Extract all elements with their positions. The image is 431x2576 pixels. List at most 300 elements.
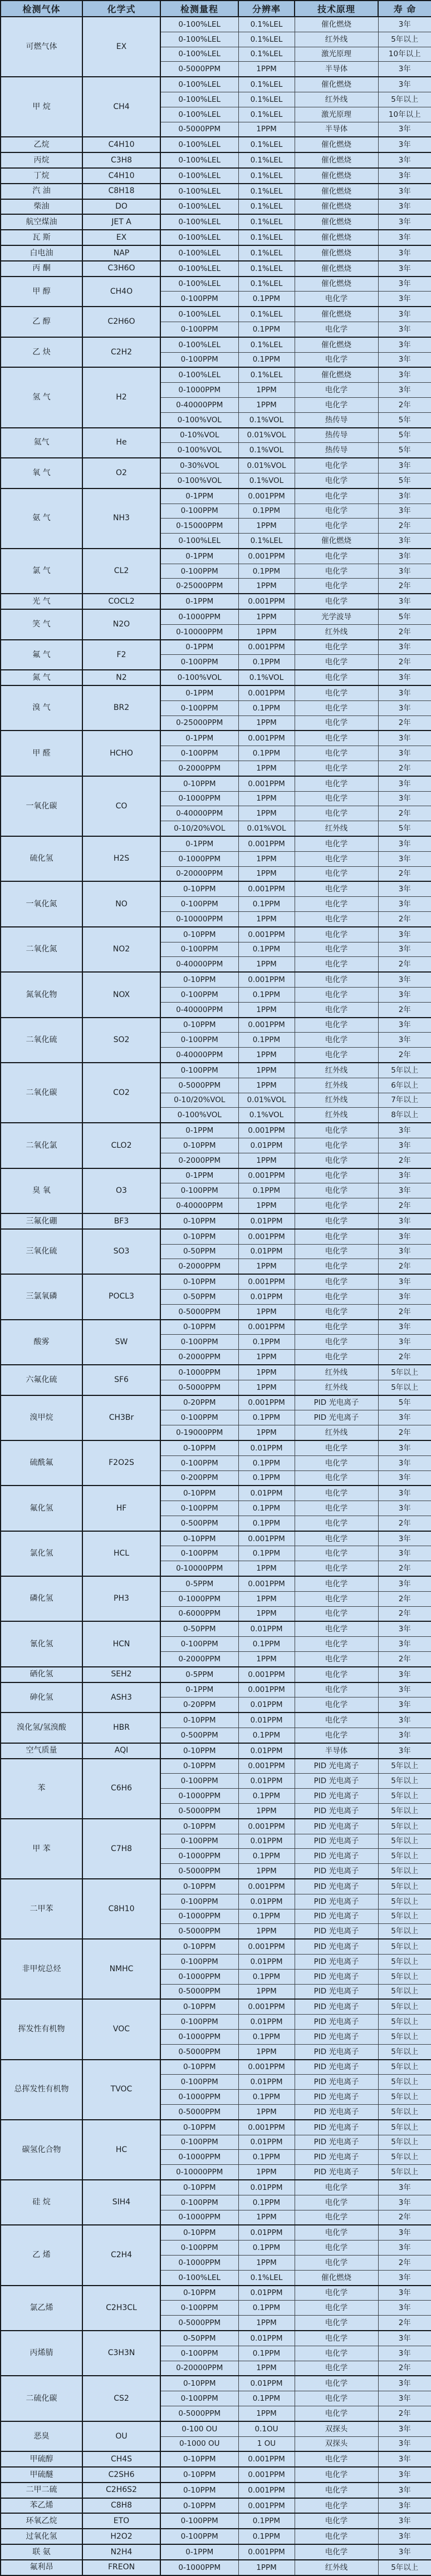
resolution-cell: 0.001PPM <box>238 1274 295 1289</box>
table-row <box>1 1621 431 1636</box>
resolution-cell: 0.01PPM <box>238 1621 295 1636</box>
lifespan-cell: 2年 <box>378 1652 431 1667</box>
range-cell: 0-100%LEL <box>160 214 238 230</box>
chemical-formula-cell: C2SH6 <box>82 2467 160 2483</box>
resolution-cell: 1PPM <box>238 1652 295 1667</box>
range-cell: 0-1000PPM <box>160 1969 238 1984</box>
resolution-cell: 0.1PPM <box>238 1849 295 1864</box>
principle-cell: 电化学 <box>295 2361 378 2376</box>
resolution-cell: 0.1%LEL <box>238 367 295 382</box>
lifespan-cell: 3年 <box>378 1667 431 1682</box>
range-cell: 0-100PPM <box>160 1335 238 1350</box>
resolution-cell: 1PPM <box>238 806 295 821</box>
chemical-formula-cell: C8H10 <box>82 1879 160 1939</box>
range-cell: 0-20PPM <box>160 1697 238 1713</box>
lifespan-cell: 2年 <box>378 1259 431 1274</box>
range-cell: 0-5000PPM <box>160 1380 238 1395</box>
gas-name-cell: 二甲二硫 <box>1 2483 82 2498</box>
principle-cell: PID 光电离子 <box>295 1759 378 1774</box>
lifespan-cell: 3年 <box>378 2331 431 2346</box>
resolution-cell: 0.1%LEL <box>238 77 295 92</box>
chemical-formula-cell: C8H8 <box>82 2498 160 2514</box>
principle-cell: 电化学 <box>295 746 378 761</box>
resolution-cell: 1PPM <box>238 1078 295 1093</box>
lifespan-cell: 3年 <box>378 988 431 1003</box>
gas-name-cell: 酸雾 <box>1 1320 82 1365</box>
principle-cell: PID 光电离子 <box>295 1909 378 1924</box>
resolution-cell: 1PPM <box>238 1198 295 1213</box>
lifespan-cell: 2年 <box>378 1591 431 1606</box>
gas-name-cell: 挥发性有机物 <box>1 1999 82 2059</box>
resolution-cell: 0.001PPM <box>238 1395 295 1410</box>
chemical-formula-cell: ASH3 <box>82 1682 160 1713</box>
chemical-formula-cell: VOC <box>82 1999 160 2059</box>
principle-cell: 电化学 <box>295 1531 378 1546</box>
chemical-formula-cell: H2O2 <box>82 2529 160 2544</box>
resolution-cell: 0.01PPM <box>238 2376 295 2391</box>
lifespan-cell: 3年 <box>378 1018 431 1033</box>
chemical-formula-cell: C3H6O <box>82 261 160 277</box>
range-cell: 0-200PPM <box>160 1470 238 1486</box>
principle-cell: 半导体 <box>295 122 378 137</box>
resolution-cell: 0.1PPM <box>238 292 295 307</box>
lifespan-cell: 3年 <box>378 972 431 987</box>
range-cell: 0-100PPM <box>160 504 238 519</box>
chemical-formula-cell: N2H4 <box>82 2544 160 2560</box>
chemical-formula-cell: C2H6O <box>82 307 160 337</box>
gas-name-cell: 氯化氢 <box>1 1531 82 1576</box>
resolution-cell: 1PPM <box>238 1606 295 1621</box>
range-cell: 0-100PPM <box>160 2301 238 2316</box>
resolution-cell: 0.1PPM <box>238 1909 295 1924</box>
lifespan-cell: 3年 <box>378 77 431 92</box>
table-row <box>1 881 431 896</box>
table-row <box>1 214 431 230</box>
chemical-formula-cell: CH4O <box>82 277 160 307</box>
resolution-cell: 0.1%LEL <box>238 47 295 62</box>
resolution-cell: 0.1PPM <box>238 1455 295 1470</box>
lifespan-cell: 3年 <box>378 594 431 609</box>
principle-cell: 光学波导 <box>295 609 378 624</box>
range-cell: 0-1000PPM <box>160 1789 238 1804</box>
principle-cell: 激光原理 <box>295 107 378 122</box>
lifespan-cell: 3年 <box>378 2195 431 2210</box>
resolution-cell: 1PPM <box>238 2044 295 2059</box>
principle-cell: 双探头 <box>295 2421 378 2436</box>
chemical-formula-cell: N2 <box>82 670 160 685</box>
chemical-formula-cell: CLO2 <box>82 1123 160 1168</box>
resolution-cell: 0.01PPM <box>238 2180 295 2195</box>
resolution-cell: 0.1%LEL <box>238 307 295 322</box>
resolution-cell: 1PPM <box>238 519 295 534</box>
range-cell: 0-100PPM <box>160 2195 238 2210</box>
resolution-cell: 1PPM <box>238 1591 295 1606</box>
table-row <box>1 2560 431 2575</box>
table-row <box>1 1395 431 1410</box>
range-cell: 0-100%LEL <box>160 152 238 168</box>
table-row <box>1 230 431 245</box>
lifespan-cell: 7年以上 <box>378 1093 431 1108</box>
range-cell: 0-100%VOL <box>160 670 238 685</box>
table-row <box>1 1213 431 1229</box>
resolution-cell: 0.01%VOL <box>238 1093 295 1108</box>
resolution-cell: 0.1PPM <box>238 352 295 367</box>
gas-name-cell: 氯乙烯 <box>1 2286 82 2331</box>
lifespan-cell: 3年 <box>378 458 431 473</box>
gas-name-cell: 三氧化硫 <box>1 1229 82 1274</box>
chemical-formula-cell: SIH4 <box>82 2180 160 2225</box>
table-row <box>1 488 431 504</box>
lifespan-cell: 3年 <box>378 534 431 549</box>
principle-cell: PID 光电离子 <box>295 1395 378 1410</box>
principle-cell: 电化学 <box>295 292 378 307</box>
resolution-cell: 1PPM <box>238 715 295 731</box>
lifespan-cell: 3年 <box>378 1486 431 1501</box>
lifespan-cell: 3年 <box>378 851 431 866</box>
lifespan-cell: 5年以上 <box>378 1984 431 1999</box>
gas-name-cell: 氨 气 <box>1 488 82 549</box>
gas-name-cell: 过氧化氢 <box>1 2529 82 2544</box>
principle-cell: 红外线 <box>295 1380 378 1395</box>
principle-cell: 催化燃烧 <box>295 307 378 322</box>
chemical-formula-cell: C3H8 <box>82 152 160 168</box>
principle-cell: 电化学 <box>295 1713 378 1728</box>
principle-cell: PID 光电离子 <box>295 1804 378 1819</box>
range-cell: 0-100PPM <box>160 2075 238 2090</box>
resolution-cell: 1PPM <box>238 1804 295 1819</box>
range-cell: 0-2000PPM <box>160 1153 238 1168</box>
lifespan-cell: 3年 <box>378 685 431 700</box>
principle-cell: 电化学 <box>295 881 378 896</box>
range-cell: 0-10PPM <box>160 1939 238 1954</box>
resolution-cell: 1PPM <box>238 851 295 866</box>
lifespan-cell: 3年 <box>378 17 431 32</box>
chemical-formula-cell: C2H3CL <box>82 2286 160 2331</box>
principle-cell: 热传导 <box>295 412 378 427</box>
resolution-cell: 0.001PPM <box>238 2483 295 2498</box>
resolution-cell: 0.001PPM <box>238 640 295 655</box>
lifespan-cell: 3年 <box>378 2376 431 2391</box>
principle-cell: 电化学 <box>295 942 378 957</box>
lifespan-cell: 2年 <box>378 1425 431 1440</box>
resolution-cell: 1PPM <box>238 1425 295 1440</box>
lifespan-cell: 3年 <box>378 942 431 957</box>
resolution-cell: 0.1PPM <box>238 2529 295 2544</box>
table-row <box>1 670 431 685</box>
lifespan-cell: 3年 <box>378 2498 431 2514</box>
principle-cell: 催化燃烧 <box>295 245 378 261</box>
table-row <box>1 1576 431 1591</box>
table-row <box>1 2376 431 2391</box>
range-cell: 0-20000PPM <box>160 2361 238 2376</box>
resolution-cell: 1PPM <box>238 866 295 881</box>
lifespan-cell: 3年 <box>378 2513 431 2529</box>
gas-name-cell: 二硫化碳 <box>1 2376 82 2421</box>
resolution-cell: 0.1PPM <box>238 1410 295 1425</box>
range-cell: 0-10PPM <box>160 2467 238 2483</box>
chemical-formula-cell: EX <box>82 17 160 77</box>
gas-name-cell: 二氧化硫 <box>1 1018 82 1063</box>
principle-cell: 电化学 <box>295 1259 378 1274</box>
principle-cell: 催化燃烧 <box>295 77 378 92</box>
gas-name-cell: 笑 气 <box>1 609 82 640</box>
lifespan-cell: 5年以上 <box>378 2135 431 2150</box>
range-cell: 0-100%LEL <box>160 77 238 92</box>
lifespan-cell: 3年 <box>378 322 431 337</box>
table-row <box>1 2451 431 2467</box>
lifespan-cell: 2年 <box>378 761 431 776</box>
lifespan-cell: 2年 <box>378 579 431 594</box>
principle-cell: 热传导 <box>295 428 378 443</box>
range-cell: 0-100PPM <box>160 746 238 761</box>
principle-cell: 电化学 <box>295 2210 378 2225</box>
resolution-cell: 0.001PPM <box>238 1667 295 1682</box>
principle-cell: 电化学 <box>295 988 378 1003</box>
lifespan-cell: 3年 <box>378 152 431 168</box>
range-cell: 0-100PPM <box>160 1183 238 1198</box>
range-cell: 0-50PPM <box>160 1244 238 1259</box>
table-row <box>1 307 431 322</box>
lifespan-cell: 2年 <box>378 1048 431 1063</box>
lifespan-cell: 3年 <box>378 927 431 942</box>
gas-name-cell: 可燃气体 <box>1 17 82 77</box>
range-cell: 0-10000PPM <box>160 1561 238 1576</box>
lifespan-cell: 5年以上 <box>378 2150 431 2165</box>
range-cell: 0-5000PPM <box>160 2104 238 2119</box>
range-cell: 0-100PPM <box>160 1063 238 1078</box>
range-cell: 0-100PPM <box>160 942 238 957</box>
range-cell: 0-100PPM <box>160 1834 238 1849</box>
principle-cell: 电化学 <box>295 2301 378 2316</box>
range-cell: 0-100PPM <box>160 655 238 670</box>
lifespan-cell: 10年以上 <box>378 107 431 122</box>
resolution-cell: 0.1OU <box>238 2421 295 2436</box>
chemical-formula-cell: CS2 <box>82 2376 160 2421</box>
resolution-cell: 0.01PPM <box>238 1955 295 1970</box>
principle-cell: 电化学 <box>295 2513 378 2529</box>
range-cell: 0-100PPM <box>160 897 238 912</box>
lifespan-cell: 5年以上 <box>378 2165 431 2180</box>
principle-cell: 红外线 <box>295 1063 378 1078</box>
principle-cell: 电化学 <box>295 1304 378 1319</box>
resolution-cell: 1PPM <box>238 2560 295 2575</box>
principle-cell: 电化学 <box>295 2331 378 2346</box>
lifespan-cell: 5年 <box>378 412 431 427</box>
lifespan-cell: 3年 <box>378 2180 431 2195</box>
range-cell: 0-5000PPM <box>160 122 238 137</box>
table-row <box>1 1667 431 1682</box>
range-cell: 0-5PPM <box>160 1667 238 1682</box>
gas-name-cell: 氟化氢 <box>1 1486 82 1531</box>
principle-cell: 电化学 <box>295 579 378 594</box>
resolution-cell: 0.1PPM <box>238 2346 295 2361</box>
resolution-cell: 0.001PPM <box>238 776 295 791</box>
lifespan-cell: 3年 <box>378 1213 431 1229</box>
header-principle: 技术原理 <box>295 1 378 17</box>
range-cell: 0-1PPM <box>160 836 238 851</box>
principle-cell: PID 光电离子 <box>295 2029 378 2044</box>
range-cell: 0-5000PPM <box>160 2316 238 2331</box>
range-cell: 0-1PPM <box>160 1123 238 1138</box>
range-cell: 0-5000PPM <box>160 1924 238 1939</box>
gas-name-cell: 甲 苯 <box>1 1819 82 1879</box>
range-cell: 0-5000PPM <box>160 1304 238 1319</box>
table-row <box>1 1682 431 1697</box>
lifespan-cell: 3年 <box>378 1455 431 1470</box>
range-cell: 0-1000PPM <box>160 1591 238 1606</box>
resolution-cell: 0.1PPM <box>238 322 295 337</box>
principle-cell: 电化学 <box>295 473 378 488</box>
principle-cell: PID 光电离子 <box>295 2044 378 2059</box>
principle-cell: 电化学 <box>295 1440 378 1455</box>
principle-cell: 电化学 <box>295 731 378 746</box>
principle-cell: 电化学 <box>295 397 378 412</box>
range-cell: 0-1PPM <box>160 594 238 609</box>
lifespan-cell: 5年以上 <box>378 2104 431 2119</box>
chemical-formula-cell: OU <box>82 2421 160 2452</box>
resolution-cell: 1PPM <box>238 1350 295 1365</box>
range-cell: 0-1PPM <box>160 549 238 564</box>
chemical-formula-cell: F2 <box>82 640 160 670</box>
range-cell: 0-500PPM <box>160 1728 238 1743</box>
principle-cell: 催化燃烧 <box>295 184 378 199</box>
principle-cell: 半导体 <box>295 62 378 77</box>
principle-cell: 热传导 <box>295 443 378 458</box>
lifespan-cell: 10年以上 <box>378 47 431 62</box>
chemical-formula-cell: TVOC <box>82 2060 160 2120</box>
range-cell: 0-50PPM <box>160 2331 238 2346</box>
table-body <box>1 17 431 2575</box>
range-cell: 0-100%LEL <box>160 534 238 549</box>
resolution-cell: 0.1%LEL <box>238 245 295 261</box>
gas-name-cell: 苯乙烯 <box>1 2498 82 2514</box>
lifespan-cell: 3年 <box>378 640 431 655</box>
range-cell: 0-100%LEL <box>160 47 238 62</box>
table-row <box>1 1819 431 1834</box>
lifespan-cell: 3年 <box>378 564 431 579</box>
resolution-cell: 1PPM <box>238 579 295 594</box>
principle-cell: 红外线 <box>295 92 378 107</box>
lifespan-cell: 3年 <box>378 352 431 367</box>
table-row <box>1 549 431 564</box>
chemical-formula-cell: F2O2S <box>82 1440 160 1486</box>
resolution-cell: 0.1%VOL <box>238 670 295 685</box>
principle-cell: 电化学 <box>295 2529 378 2544</box>
principle-cell: 电化学 <box>295 488 378 504</box>
lifespan-cell: 6年以上 <box>378 1078 431 1093</box>
lifespan-cell: 2年 <box>378 1002 431 1017</box>
principle-cell: 电化学 <box>295 1652 378 1667</box>
range-cell: 0-100PPM <box>160 1637 238 1652</box>
principle-cell: 电化学 <box>295 685 378 700</box>
resolution-cell: 0.1PPM <box>238 655 295 670</box>
lifespan-cell: 5年以上 <box>378 1834 431 1849</box>
principle-cell: 电化学 <box>295 1667 378 1682</box>
principle-cell: 电化学 <box>295 1198 378 1213</box>
resolution-cell: 0.1PPM <box>238 2513 295 2529</box>
principle-cell: 电化学 <box>295 1229 378 1244</box>
lifespan-cell: 2年 <box>378 957 431 972</box>
principle-cell: 电化学 <box>295 897 378 912</box>
range-cell: 0-500PPM <box>160 1516 238 1531</box>
range-cell: 0-100PPM <box>160 1033 238 1048</box>
range-cell: 0-100 OU <box>160 2421 238 2436</box>
lifespan-cell: 2年 <box>378 397 431 412</box>
chemical-formula-cell: C8H18 <box>82 184 160 199</box>
resolution-cell: 0.1PPM <box>238 1546 295 1561</box>
range-cell: 0-10PPM <box>160 1138 238 1153</box>
resolution-cell: 0.01%VOL <box>238 428 295 443</box>
resolution-cell: 0.1%LEL <box>238 261 295 277</box>
gas-name-cell: 瓦 斯 <box>1 230 82 245</box>
lifespan-cell: 3年 <box>378 2544 431 2560</box>
lifespan-cell: 3年 <box>378 1335 431 1350</box>
resolution-cell: 0.1%LEL <box>238 534 295 549</box>
range-cell: 0-6000PPM <box>160 1606 238 1621</box>
resolution-cell: 0.001PPM <box>238 1819 295 1834</box>
range-cell: 0-10PPM <box>160 1819 238 1834</box>
lifespan-cell: 5年以上 <box>378 1819 431 1834</box>
lifespan-cell: 3年 <box>378 731 431 746</box>
lifespan-cell: 3年 <box>378 488 431 504</box>
range-cell: 0-100PPM <box>160 292 238 307</box>
resolution-cell: 0.1PPM <box>238 1501 295 1516</box>
principle-cell: 电化学 <box>295 670 378 685</box>
resolution-cell: 0.01PPM <box>238 1774 295 1789</box>
lifespan-cell: 5年以上 <box>378 1924 431 1939</box>
table-row <box>1 1229 431 1244</box>
lifespan-cell: 2年 <box>378 1304 431 1319</box>
resolution-cell: 0.1PPM <box>238 897 295 912</box>
range-cell: 0-10PPM <box>160 1759 238 1774</box>
lifespan-cell: 3年 <box>378 1229 431 1244</box>
range-cell: 0-40000PPM <box>160 806 238 821</box>
lifespan-cell: 3年 <box>378 2436 431 2451</box>
range-cell: 0-100%LEL <box>160 199 238 215</box>
principle-cell: 红外线 <box>295 1365 378 1380</box>
lifespan-cell: 5年 <box>378 428 431 443</box>
lifespan-cell: 2年 <box>378 2406 431 2421</box>
principle-cell: 电化学 <box>295 1335 378 1350</box>
range-cell: 0-100%LEL <box>160 2270 238 2285</box>
range-cell: 0-1000PPM <box>160 2255 238 2270</box>
chemical-formula-cell: POCL3 <box>82 1274 160 1319</box>
range-cell: 0-5000PPM <box>160 2406 238 2421</box>
resolution-cell: 0.001PPM <box>238 881 295 896</box>
resolution-cell: 1PPM <box>238 609 295 624</box>
lifespan-cell: 3年 <box>378 1531 431 1546</box>
resolution-cell: 1PPM <box>238 1984 295 1999</box>
resolution-cell: 0.001PPM <box>238 2467 295 2483</box>
lifespan-cell: 5年以上 <box>378 1774 431 1789</box>
chemical-formula-cell: C2H6S2 <box>82 2483 160 2498</box>
resolution-cell: 0.1PPM <box>238 1335 295 1350</box>
chemical-formula-cell: CO2 <box>82 1063 160 1123</box>
principle-cell: 电化学 <box>295 2391 378 2406</box>
range-cell: 0-100PPM <box>160 2015 238 2030</box>
table-row <box>1 1759 431 1774</box>
resolution-cell: 0.001PPM <box>238 1531 295 1546</box>
resolution-cell: 0.01PPM <box>238 2135 295 2150</box>
principle-cell: 红外线 <box>295 1108 378 1123</box>
range-cell: 0-100%LEL <box>160 245 238 261</box>
resolution-cell: 0.1%VOL <box>238 443 295 458</box>
resolution-cell: 0.001PPM <box>238 1999 295 2014</box>
header-resolution: 分辨率 <box>238 1 295 17</box>
range-cell: 0-100PPM <box>160 700 238 715</box>
resolution-cell: 0.001PPM <box>238 2544 295 2560</box>
resolution-cell: 0.1%VOL <box>238 1108 295 1123</box>
